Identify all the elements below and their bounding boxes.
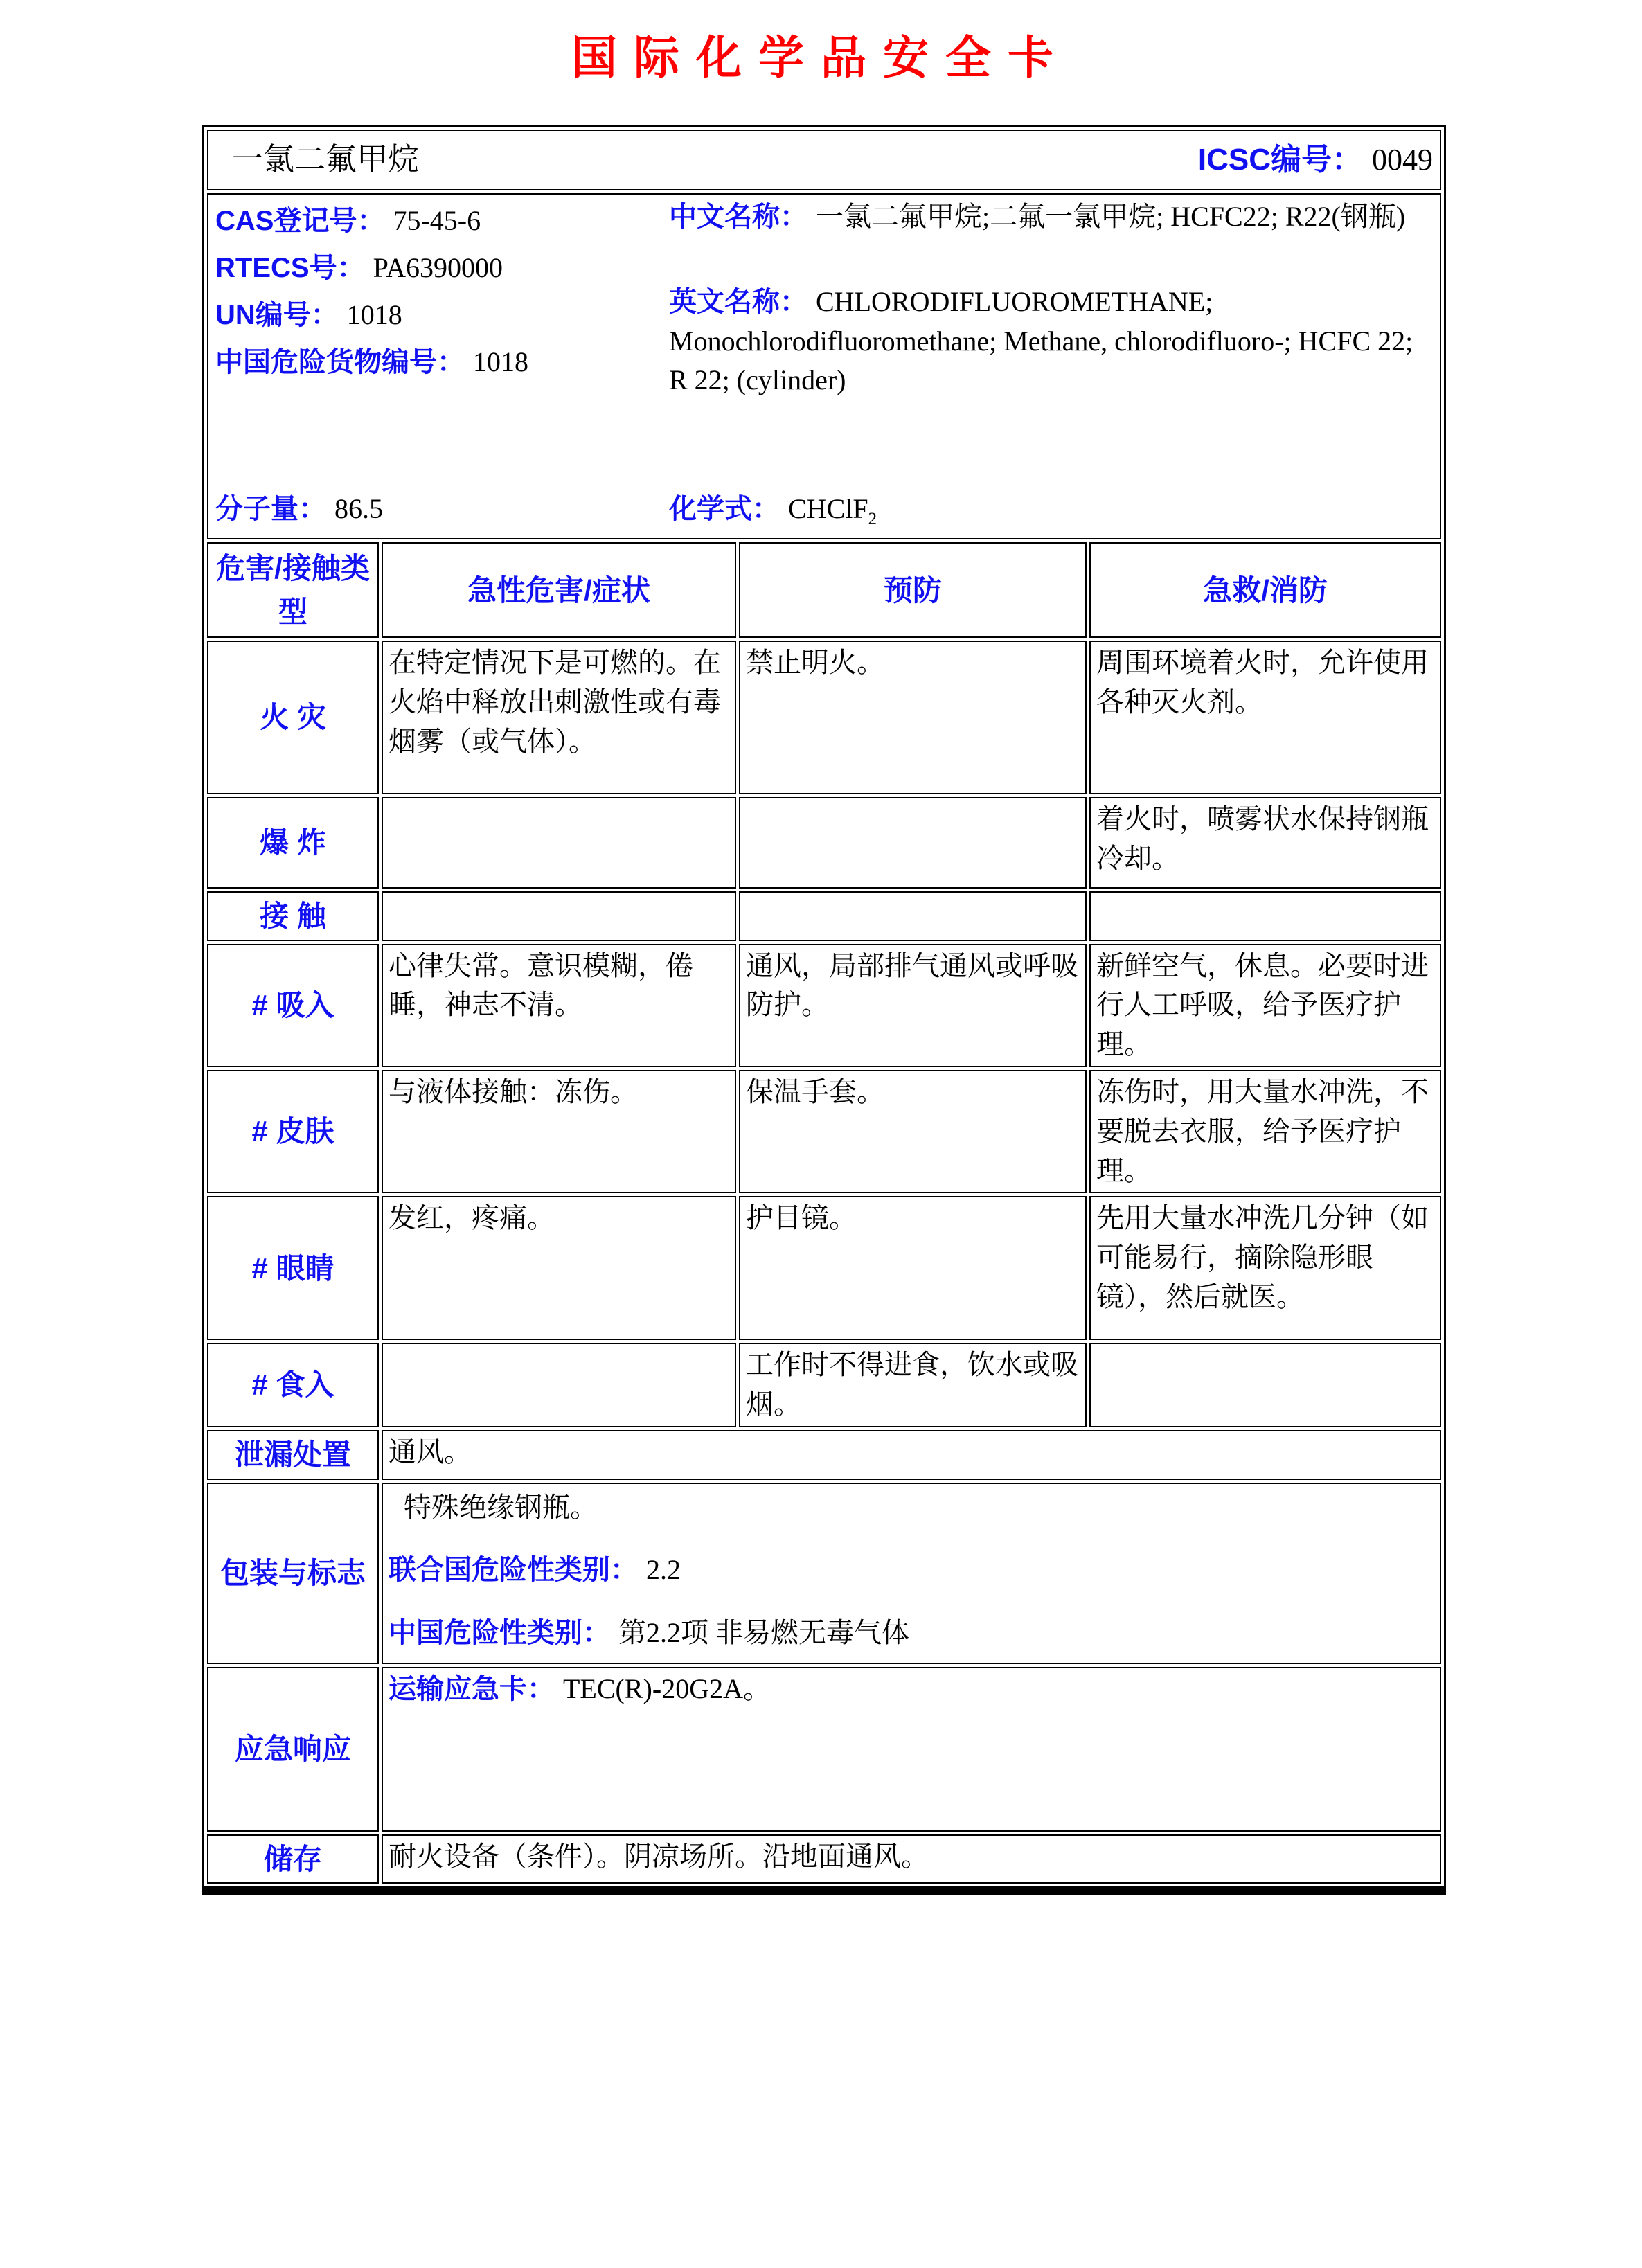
inhalation-prevention: 通风，局部排气通风或呼吸防护。 (739, 944, 1087, 1067)
inhalation-symptoms: 心律失常。意识模糊，倦睡，神志不清。 (382, 944, 736, 1067)
cn-dangerous-goods-number: 中国危险货物编号： 1018 (215, 346, 528, 377)
chemical-name: 一氯二氟甲烷 (232, 142, 420, 177)
chinese-name: 中文名称： 一氯二氟甲烷;二氟一氯甲烷; HCFC22; R22(钢瓶) (669, 201, 1406, 232)
row-label-storage: 储存 (207, 1834, 379, 1884)
icsc-safety-card-page (0, 33, 1642, 2268)
un-hazard-class: 联合国危险性类别： 2.2 (389, 1554, 681, 1586)
english-name: 英文名称： CHLORODIFLUOROMETHANE; Monochlorodifluoromethane; Methane, chlorodifluoro-; HCFC 22; R 22; (cylinder) (669, 285, 1413, 396)
row-storage (207, 1834, 1441, 1884)
storage-content: 耐火设备（条件）。阴凉场所。沿地面通风。 (382, 1834, 1441, 1884)
col-header-hazard-type: 危害/接触类型 (207, 542, 379, 638)
row-label-spill-disposal: 泄漏处置 (207, 1430, 379, 1480)
col-header-symptoms: 急性危害/症状 (382, 542, 736, 638)
skin-prevention: 保温手套。 (739, 1070, 1087, 1193)
fire-first-aid: 周围环境着火时，允许使用各种灭火剂。 (1089, 641, 1441, 794)
chemical-names (669, 197, 1433, 400)
icsc-number-value: 0049 (1372, 142, 1434, 177)
row-label-fire: 火 灾 (207, 641, 379, 794)
ingestion-first-aid (1089, 1343, 1441, 1427)
row-eyes (207, 1196, 1441, 1340)
inhalation-first-aid: 新鲜空气，休息。必要时进行人工呼吸，给予医疗护理。 (1089, 944, 1441, 1067)
icsc-number-label: ICSC编号： (1197, 142, 1363, 177)
skin-symptoms: 与液体接触：冻伤。 (382, 1070, 736, 1193)
row-label-emergency-response: 应急响应 (207, 1667, 379, 1832)
cn-hazard-class: 中国危险性类别： 第2.2项 非易燃无毒气体 (389, 1617, 909, 1649)
exposure-first-aid (1089, 891, 1441, 941)
explosion-symptoms (382, 797, 736, 889)
row-fire (207, 641, 1441, 794)
eyes-first-aid: 先用大量水冲洗几分钟（如可能易行，摘除隐形眼镜），然后就医。 (1089, 1196, 1441, 1340)
fire-symptoms: 在特定情况下是可燃的。在火焰中释放出刺激性或有毒烟雾（或气体）。 (382, 641, 736, 794)
row-spill-disposal (207, 1430, 1441, 1480)
row-label-eyes: # 眼睛 (207, 1196, 379, 1340)
col-header-first-aid: 急救/消防 (1089, 542, 1441, 638)
exposure-prevention (739, 891, 1087, 941)
name-row (207, 130, 1441, 190)
row-ingestion (207, 1343, 1441, 1427)
fire-prevention: 禁止明火。 (739, 641, 1087, 794)
explosion-first-aid: 着火时，喷雾状水保持钢瓶冷却。 (1089, 797, 1441, 889)
registry-numbers (215, 197, 669, 400)
transport-emergency-card: 运输应急卡： TEC(R)-20G2A。 (389, 1672, 771, 1704)
eyes-symptoms: 发红，疼痛。 (382, 1196, 736, 1340)
identification-row (207, 193, 1441, 539)
cas-number: CAS登记号： 75-45-6 (215, 205, 481, 236)
row-label-ingestion: # 食入 (207, 1343, 379, 1427)
ingestion-prevention: 工作时不得进食，饮水或吸烟。 (739, 1343, 1087, 1427)
row-emergency-response (207, 1667, 1441, 1832)
un-number: UN编号： 1018 (215, 299, 402, 330)
row-label-packaging-labelling: 包装与标志 (207, 1483, 379, 1664)
row-inhalation (207, 944, 1441, 1067)
row-exposure (207, 891, 1441, 941)
chemical-formula: 化学式： CHClF$_2$ (669, 492, 877, 528)
row-label-skin: # 皮肤 (207, 1070, 379, 1193)
row-skin (207, 1070, 1441, 1193)
rtecs-number: RTECS号： PA6390000 (215, 252, 503, 283)
row-label-exposure: 接 触 (207, 891, 379, 941)
row-explosion (207, 797, 1441, 889)
page-title: 国际化学品安全卡 (571, 33, 1070, 84)
spill-disposal-content: 通风。 (382, 1430, 1441, 1480)
hazard-table-header-row (207, 542, 1441, 638)
row-label-explosion: 爆 炸 (207, 797, 379, 889)
icsc-number (1198, 139, 1433, 181)
row-packaging-labelling (207, 1483, 1441, 1664)
eyes-prevention: 护目镜。 (739, 1196, 1087, 1340)
packaging-labelling-content (382, 1483, 1441, 1664)
exposure-symptoms (382, 891, 736, 941)
emergency-response-content (382, 1667, 1441, 1832)
skin-first-aid: 冻伤时，用大量水冲洗，不要脱去衣服，给予医疗护理。 (1089, 1070, 1441, 1193)
col-header-prevention: 预防 (739, 542, 1087, 638)
row-label-inhalation: # 吸入 (207, 944, 379, 1067)
ingestion-symptoms (382, 1343, 736, 1427)
icsc-card-table (202, 125, 1446, 1895)
packaging-note: 特殊绝缘钢瓶。 (404, 1491, 598, 1523)
explosion-prevention (739, 797, 1087, 889)
molecular-weight: 分子量： 86.5 (215, 492, 383, 524)
